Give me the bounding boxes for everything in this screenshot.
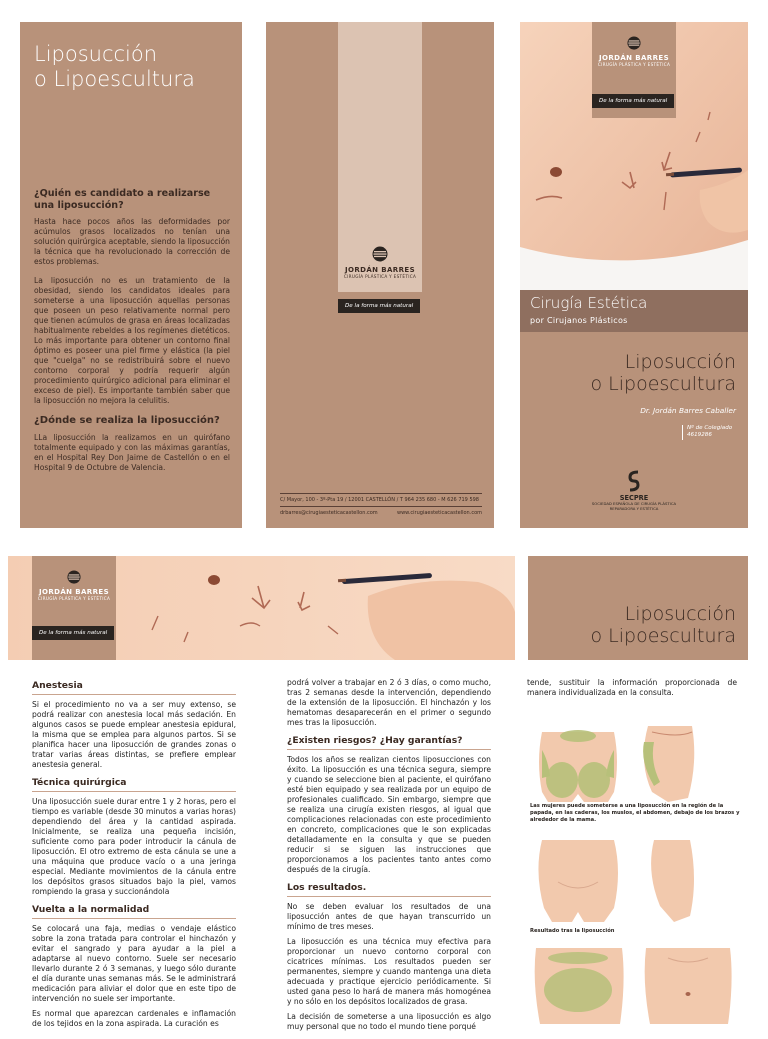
colegiado-number: 4619286 — [687, 432, 712, 439]
candidate-paragraph-1: Hasta hace pocos años las deformidades por acúmulos grasos localizados no tenían una solución quirúrgica aceptable, siendo la liposucción la técnica que ha revolucionado la corrección de estos problemas. — [34, 217, 230, 267]
technique-heading: Técnica quirúrgica — [32, 777, 236, 792]
colegiado-block — [682, 425, 732, 440]
panel-back-cover — [266, 22, 494, 528]
contact-address: C/ Mayor, 100 - 3º-Pta 19 / 12001 CASTELLÓN / T 964 235 680 - M 626 719 598 — [280, 493, 482, 503]
tagline-box: De la forma más natural — [338, 299, 420, 313]
return-work-paragraph: podrá volver a trabajar en 2 ó 3 días, o como mucho, tras 2 semanas desde la intervención, dependiendo de la extensión de la liposucción. El hinchazón y los hematomas desaparecerán en el primer o segundo mes tras la liposucción. — [287, 678, 491, 728]
title-line-1: Liposucción — [34, 42, 158, 66]
logo-brand: JORDÁN BARRES — [344, 266, 416, 274]
cover-title-line-1: Liposucción — [624, 351, 736, 373]
contact-web[interactable]: www.cirugiaesteticacastellon.com — [397, 510, 482, 516]
logo-mark-icon — [627, 36, 641, 50]
inside-column-1 — [32, 680, 236, 1036]
body-figures — [528, 722, 748, 1024]
cover-band — [520, 290, 748, 332]
panel-front-cover — [520, 22, 748, 528]
logo-mark-icon — [372, 246, 388, 262]
inside-title — [590, 604, 736, 648]
recovery-paragraph-1: Se colocará una faja, medias o vendaje elástico sobre la zona tratada para controlar el hinchazón y evitar el sangrado y para ayudar a la piel a adaptarse al nuevo contorno. Suele ser necesario llevarlo durante 2 ó 3 semanas, y luego sólo durante el día durante unas semanas más. Se le administrará medicación para aliviar el dolor que en este tipo de intervención no suele ser importante. — [32, 924, 236, 1004]
banner-tagline-box: De la forma más natural — [32, 626, 114, 640]
secpre-logo — [574, 470, 694, 511]
panel-title — [34, 42, 195, 92]
doctor-name: Dr. Jordán Barres Caballer — [640, 406, 736, 415]
inside-banner-photo — [8, 556, 515, 660]
cover-tagline-box: De la forma más natural — [592, 94, 674, 108]
panel-inside-title — [528, 556, 748, 660]
logo-sub: CIRUGÍA PLÁSTICA Y ESTÉTICA — [343, 274, 417, 279]
cover-title — [590, 352, 736, 396]
cover-logo — [592, 36, 676, 67]
where-paragraph: LLa liposucción la realizamos en un quirófano totalmente equipado y con las máximas garantías, en el Hospital Rey Don Jaime de Castellón o en el Hospital 9 de Octubre de Valencia. — [34, 433, 230, 473]
secpre-full-2: REPARADORA Y ESTÉTICA — [609, 505, 659, 511]
secpre-acronym: SECPRE — [619, 494, 649, 502]
logo — [336, 246, 424, 279]
contact-row — [280, 506, 482, 516]
closing-paragraph: tende, sustituir la información proporcionada de manera individualizada en la consulta. — [527, 678, 737, 698]
banner-logo-brand: JORDÁN BARRES — [38, 588, 110, 596]
technique-paragraph: Una liposucción suele durar entre 1 y 2 horas, pero el tiempo es variable (desde 30 minutos a varias horas) dependiendo del área y la cantidad aspirada. Inicialmente, se realiza una pequeña incisión, suficiente como para poder introducir la cánula de liposucción. El otro extremo de esta cánula se une a una máquina que produce vacío o a una jeringa especial. Mediante movimientos de la cánula entre los depósitos grasos situados bajo la piel, vamos rompiendo la grasa y succionándola — [32, 797, 237, 897]
risks-paragraph: Todos los años se realizan cientos liposucciones con éxito. La liposucción es una técnica segura, siempre y cuando se seleccione bien al paciente, el quirófano esté bien equipado y sea realizada por un equipo de profesionales cualificado. Sin embargo, siempre que se realiza una cirugía existen riesgos, al igual que complicaciones relacionadas con este procedimiento en concreto, complicaciones que le son explicadas detalladamente en la consulta y que se pueden reducir si se siguen las instrucciones que proporcionamos a los pacientes tanto antes como después de la cirugía. — [287, 755, 491, 875]
where-heading: ¿Dónde se realiza la liposucción? — [34, 415, 220, 427]
inside-title-line-2: o Lipoescultura — [590, 624, 736, 647]
anesthesia-paragraph: Si el procedimiento no va a ser muy extenso, se podrá realizar con anestesia local más sedación. En algunos casos se puede emplear anestesia epidural, la misma que se emplea para algunos partos. Si se planifica hacer una liposucción de grandes zonas o tratar varias áreas distintas, se prefiere emplear anestesia general. — [32, 700, 236, 770]
cover-logo-brand: JORDÁN BARRES — [598, 54, 670, 62]
panel-top-left — [20, 22, 242, 528]
recovery-heading: Vuelta a la normalidad — [32, 904, 236, 919]
inside-column-3 — [527, 678, 737, 705]
anesthesia-heading: Anestesia — [32, 680, 236, 695]
colegiado-label: Nº de Colegiado — [687, 425, 733, 431]
secpre-full-1: SOCIEDAD ESPAÑOLA DE CIRUGÍA PLÁSTICA — [591, 501, 677, 506]
results-heading: Los resultados. — [287, 882, 491, 897]
banner-logo — [32, 570, 116, 601]
contact-block — [280, 490, 482, 516]
cover-band-subtitle: por Cirujanos Plásticos — [530, 316, 628, 325]
logo-mark-icon — [67, 570, 81, 584]
results-paragraph-1: No se deben evaluar los resultados de una liposucción antes de que hayan transcurrido un mínimo de tres meses. — [287, 902, 491, 932]
liposuction-areas-illustration — [528, 722, 748, 1024]
secpre-mark-icon — [628, 470, 640, 492]
cover-logo-sub: CIRUGÍA PLÁSTICA Y ESTÉTICA — [597, 62, 671, 67]
results-paragraph-3: La decisión de someterse a una liposucción es algo muy personal que no todo el mundo tiene porqué — [287, 1012, 491, 1032]
title-line-2: o Lipoescultura — [34, 66, 195, 91]
figure-caption-areas: Las mujeres puede someterse a una liposucción en la región de la papada, en las caderas, los muslos, el abdomen, debajo de los brazos y alrededor de la mama. — [530, 803, 740, 823]
risks-heading: ¿Existen riesgos? ¿Hay garantías? — [287, 735, 491, 750]
banner-logo-sub: CIRUGÍA PLÁSTICA Y ESTÉTICA — [37, 596, 111, 601]
figure-caption-result: Resultado tras la liposucción — [530, 928, 615, 934]
candidate-heading: ¿Quién es candidato a realizarse una liposucción? — [34, 188, 211, 211]
results-paragraph-2: La liposucción es una técnica muy efectiva para proporcionar un nuevo contorno corporal con cicatrices mínimas. Los resultados pueden ser permanentes, siempre y cuando mantenga una dieta adecuada y practique ejercicio periódicamente. Si usted gana peso lo hará de manera más homogénea y no sólo en los depósitos localizados de grasa. — [287, 937, 491, 1007]
contact-email[interactable]: drbarres@cirugiaesteticacastellon.com — [280, 510, 378, 516]
inside-column-2 — [287, 678, 491, 1039]
recovery-paragraph-2: Es normal que aparezcan cardenales e inflamación de los tejidos en la zona aspirada. La curación es — [32, 1009, 236, 1029]
cover-title-line-2: o Lipoescultura — [590, 372, 736, 395]
cover-band-title: Cirugía Estética — [530, 294, 648, 312]
inside-title-line-1: Liposucción — [624, 603, 736, 625]
candidate-paragraph-2: La liposucción no es un tratamiento de la obesidad, siendo los candidatos ideales para someterse a una liposucción aquellas personas que poseen un peso relativamente normal pero que tienen acúmulos de grasa en áreas localizadas habitualmente rebeldes a los regímenes dietéticos. Lo más importante para obtener un contorno final óptimo es poseer una piel firme y elástica (la piel que "cuelga" no se redistribuirá sobre el nuevo contorno corporal y podría requerir algún procedimiento quirúrgico adicional para eliminar el exceso de piel). Es importante también saber que la liposucción no mejora la celulitis. — [34, 276, 230, 406]
candidate-section — [34, 188, 230, 482]
